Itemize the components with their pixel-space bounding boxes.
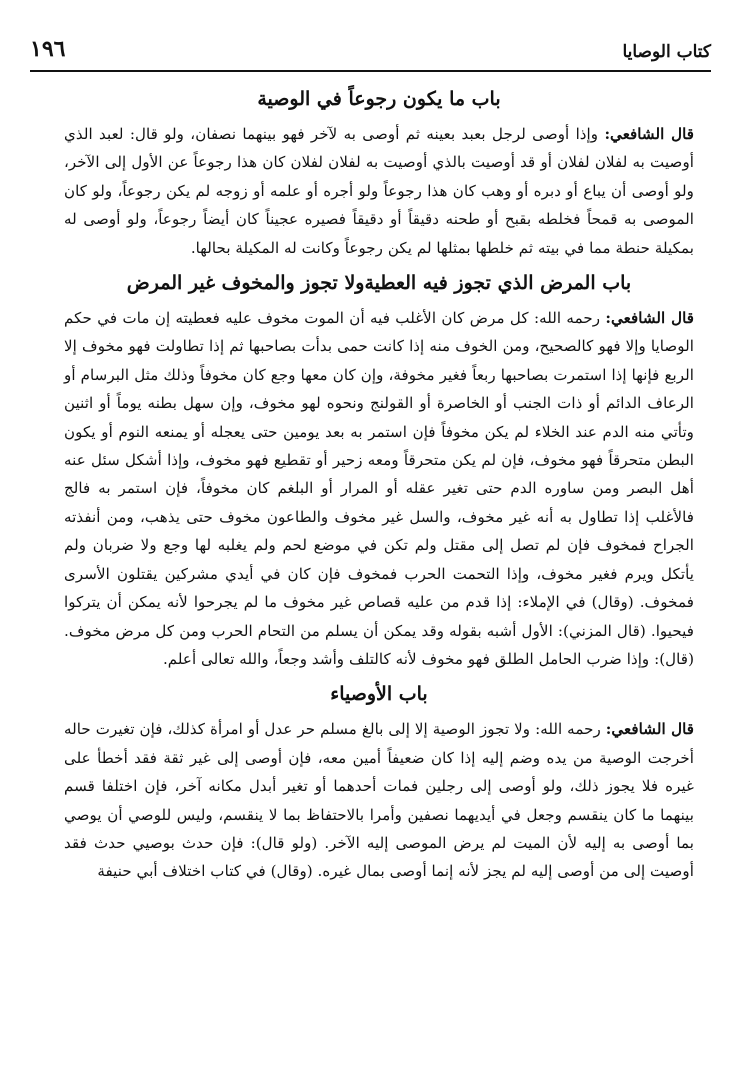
- page-body: [64, 80, 694, 1066]
- page-number: ١٩٦: [30, 36, 66, 62]
- running-title: كتاب الوصايا: [622, 42, 711, 62]
- section-executors: [64, 681, 694, 885]
- section-heading: باب ما يكون رجوعاً في الوصية: [257, 88, 501, 110]
- section-illness: [64, 270, 694, 673]
- section-paragraph: [64, 715, 694, 885]
- speaker-lead: قال الشافعي:: [605, 720, 695, 739]
- paragraph-text: رحمه الله: ولا تجوز الوصية إلا إلى بالغ مسلم حر عدل أو امرأة كذلك، فإن تغيرت حاله أخرجت الوصية من يده وضم إليه إذا كان ضعيفاً أمين معه، فإن أوصى إلى غير ثقة فقد أخطأ على غيره فلا يجوز ذلك، ولو أوصى إلى رجلين فمات أحدهما أو تغير أبدل مكانه آخر، فإن اختلفا قسم بينهما ما كان ينقسم وجعل في أيديهما نصفين وأمرا بالاحتفاظ بما لا ينقسم، وليس للوصي أن يوصي بما أوصى به إليه لأن الميت لم يرض الموصى إليه الآخر. (ولو قال): فإن حدث بوصيي حدث فقد أوصيت إلى من أوصى إليه لم يجز لأنه إنما أوصى بمال غيره. (وقال) في كتاب اختلاف أبي حنيفة: [64, 720, 694, 881]
- header-rule: [30, 70, 711, 72]
- paragraph-text: رحمه الله: كل مرض كان الأغلب فيه أن الموت مخوف عليه فعطيته إن مات في حكم الوصايا وإلا فهو كالصحيح، ومن الخوف منه إذا كانت حمى بدأت بصاحبها ثم إذا تطاولت فهو مخوف إلا الربع فإنها إذا استمرت بصاحبها ربعاً فغير مخوفة، وإن كان معها وجع كان مخوفاً وذلك مثل البرسام أو الرعاف الدائم أو ذات الجنب أو الخاصرة أو القولنج ونحوه لهو مخوف، وإن سهل بطنه يوماً أو اثنين وتأتي منه الدم عند الخلاء لم يكن مخوفاً فإن استمر به بعد يومين حتى يعجله أو يمنعه النوم أو يكون البطن متحرقاً فهو مخوف، فإن لم يكن متحرقاً ومعه زحير أو تقطيع فهو مخوف، وإذا أشكل سئل عنه أهل البصر ومن ساوره الدم حتى تغير عقله أو المرار أو البلغم كان مخوفاً، فإن استمر به فالج فالأغلب إذا تطاول به أنه غير مخوف، والسل غير مخوف والطاعون مخوف حتى يذهب، ومن أنفذته الجراح فمخوف فإن لم تصل إلى مقتل ولم تكن في موضع لحم ولم يغلبه لها وجع ولا ضربان ولم يأتكل ويرم فغير مخوف، وإذا التحمت الحرب فمخوف فإن كان في أيدي مشركين يقتلون الأسرى فمخوف. (وقال) في الإملاء: إذا قدم من عليه قصاص غير مخوف ما لم يجرحوا لأنه يمكن أن يتركوا فيحيوا. (قال المزني): الأول أشبه بقوله وقد يمكن أن يسلم من التحام الحرب ومن كل مرض مخوف. (قال): وإذا ضرب الحامل الطلق فهو مخوف لأنه كالتلف وأشد وجعاً، والله تعالى أعلم.: [64, 309, 694, 668]
- speaker-lead: قال الشافعي:: [604, 125, 695, 143]
- section-paragraph: [64, 120, 694, 262]
- section-heading: باب الأوصياء: [330, 683, 428, 706]
- speaker-lead: قال الشافعي:: [605, 309, 694, 328]
- section-revocation: [64, 86, 694, 262]
- section-heading: باب المرض الذي تجوز فيه العطيةولا تجوز والمخوف غير المرض: [126, 272, 632, 295]
- page-header: [30, 30, 711, 72]
- paragraph-text: وإذا أوصى لرجل بعبد بعينه ثم أوصى به لآخر فهو بينهما نصفان، ولو قال: لعبد الذي أوصيت به لفلان لفلان أو قد أوصيت بالذي أوصيت به لفلان لفلان كان هذا رجوعاً عن الأول إلى الآخر، ولو أوصى أن يباع أو دبره أو وهب كان هذا رجوعاً ولو أجره أو علمه أو زوجه لم يكن رجوعاً، ولو كان الموصى به قمحاً فخلطه بقبح أو طحنه دقيقاً أو دقيقاً فصيره عجيناً كان أيضاً رجوعاً، ولو أوصى له بمكيلة حنطة مما في بيته ثم خلطها بمثلها لم يكن رجوعاً وكانت له المكيلة بحالها.: [64, 125, 694, 257]
- section-paragraph: [64, 304, 694, 673]
